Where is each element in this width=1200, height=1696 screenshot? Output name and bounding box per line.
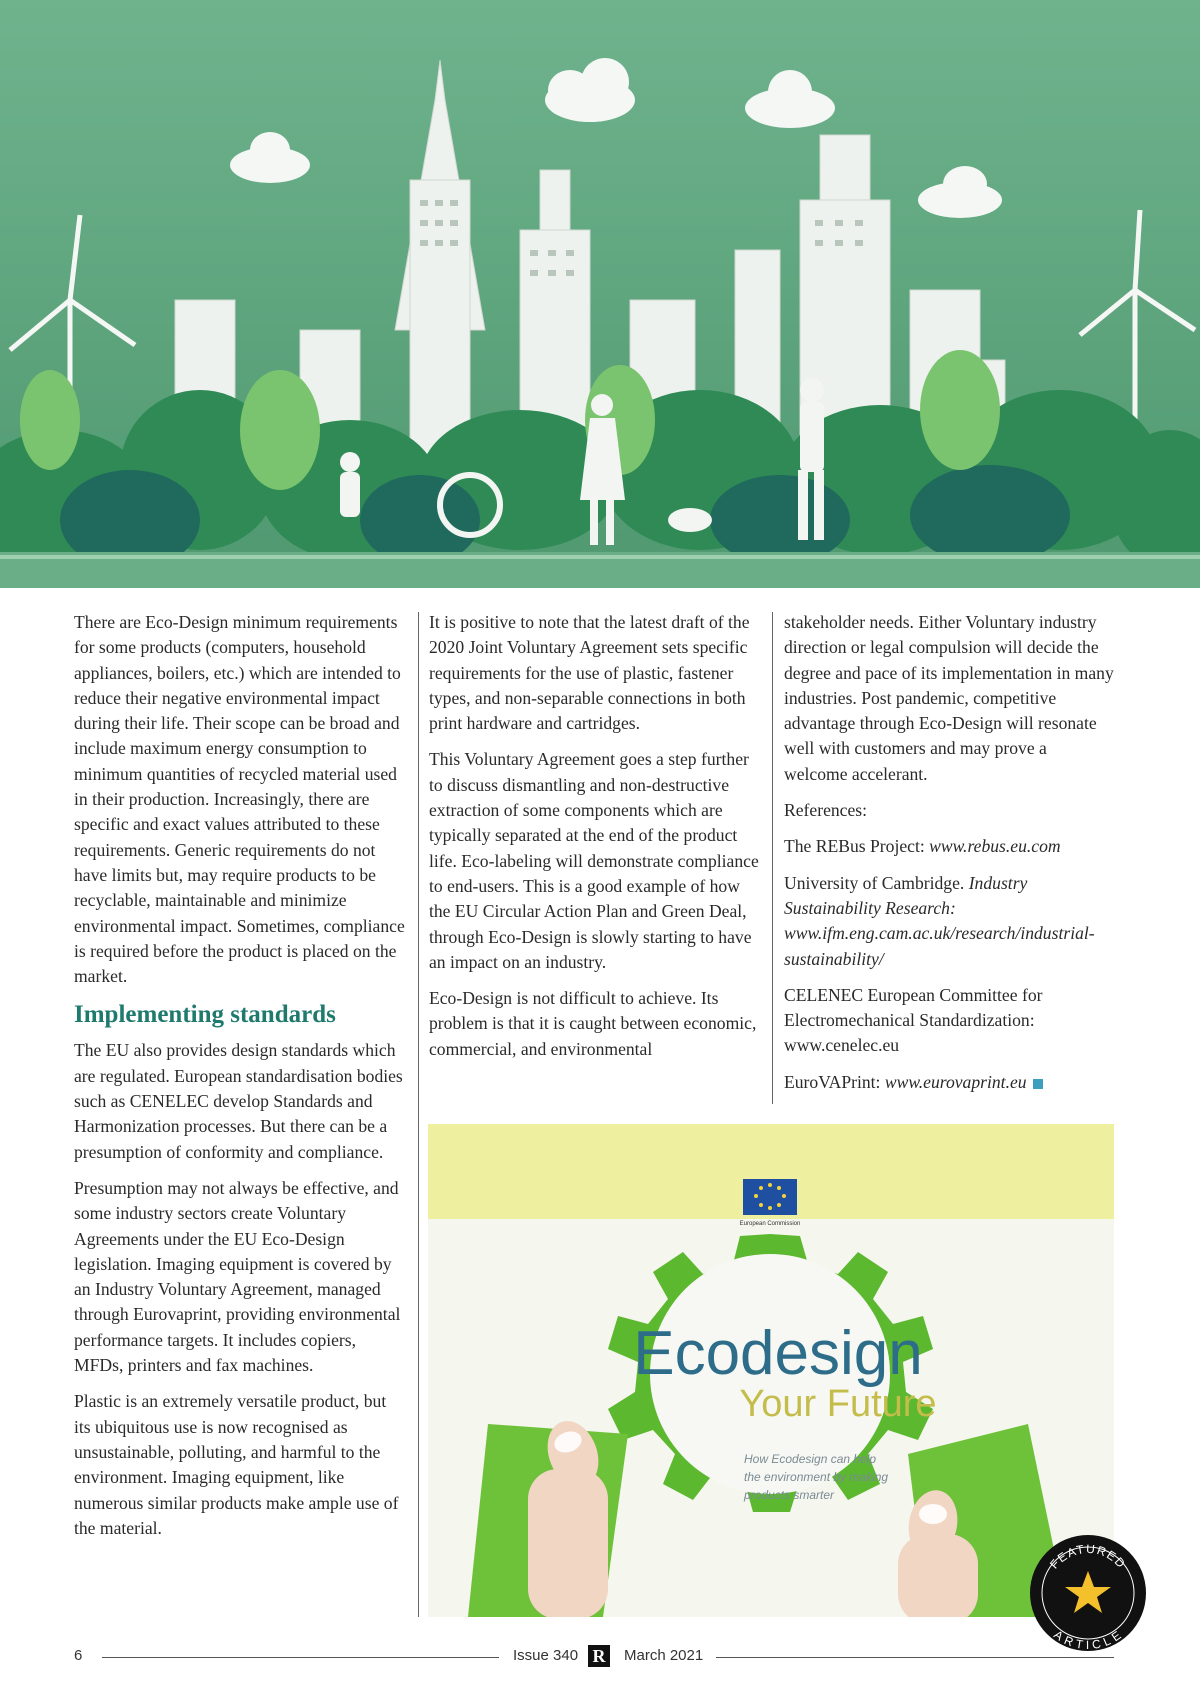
reference-text: University of Cambridge.: [784, 872, 969, 893]
issue-date: March 2021: [624, 1647, 704, 1664]
featured-article-badge: [1028, 1533, 1148, 1653]
reference-item: [784, 834, 1114, 859]
end-of-article-icon: [1033, 1079, 1043, 1089]
col1-paragraph-3: Presumption may not always be effective, and some industry sectors create Voluntary Agreements under the EU Eco-Design legislation. Imaging equipment is covered by an Industry Voluntary Agreement, managed through Eurovaprint, providing environmental performance targets. It includes copiers, MFDs, printers and fax machines.: [74, 1177, 401, 1376]
col2-paragraph-3: Eco-Design is not difficult to achieve. Its problem is that it is caught between economic, commercial, and environmental: [429, 988, 757, 1059]
cover-tagline: products smarter: [744, 1488, 835, 1502]
page-number: 6: [74, 1647, 83, 1664]
col2-paragraph-2: This Voluntary Agreement goes a step further to discuss dismantling and non-destructive extraction of some components which are typically separated at the end of the product life. Eco-labeling will demonstrate compliance to end-users. This is a good example of how the EU Circular Action Plan and Green Deal, through Eco-Design is slowly starting to have an impact on an industry.: [429, 749, 759, 972]
page-footer: [0, 1645, 1200, 1669]
col2-paragraph-1: It is positive to note that the latest draft of the 2020 Joint Voluntary Agreement sets specific requirements for the use of plastic, fastener types, and non-separable connections in both print hardware and cartridges.: [429, 612, 750, 734]
cover-tagline: How Ecodesign can help: [744, 1452, 877, 1466]
eu-flag-icon: [743, 1179, 797, 1215]
footer-rule: [716, 1657, 1114, 1658]
col1-paragraph-2: The EU also provides design standards which are regulated. European standardisation bodies such as CENELEC develop Standards and Harmonization processes. But there can be a presumption of conformity and compliance.: [74, 1040, 403, 1162]
commission-label: European Commission: [739, 1221, 801, 1227]
reference-text: EuroVAPrint:: [784, 1071, 885, 1092]
badge-bottom-label: ARTICLE: [1051, 1627, 1125, 1653]
issue-number: Issue 340: [513, 1647, 579, 1664]
column-1: [74, 610, 406, 1552]
cover-title: Ecodesign: [633, 1319, 923, 1388]
ecodesign-brochure-cover: [428, 1124, 1114, 1617]
reference-link[interactable]: www.rebus.eu.com: [929, 836, 1061, 857]
column-3: [784, 610, 1114, 1106]
col1-paragraph-4: Plastic is an extremely versatile product, but its ubiquitous use is now recognised as unsustainable, polluting, and harmful to the environment. Imaging equipment, like numerous similar products make ample use of the material.: [74, 1391, 399, 1538]
publication-logo: R: [588, 1645, 610, 1667]
cover-tagline: the environment by making: [744, 1470, 889, 1484]
reference-item: [784, 1070, 1114, 1095]
references-label: References:: [784, 800, 868, 821]
reference-item: CELENEC European Committee for Electromechanical Standardization: www.cenelec.eu: [784, 984, 1043, 1056]
reference-link[interactable]: www.eurovaprint.eu: [884, 1071, 1027, 1092]
badge-top-label: FEATURED: [1047, 1541, 1129, 1572]
column-divider: [772, 612, 773, 1104]
col1-paragraph-1: There are Eco-Design minimum requirements for some products (computers, household appliances, boilers, etc.) which are intended to reduce their negative environmental impact during their life. Their scope can be broad and include maximum energy consumption to minimum quantities of recycled material used in their production. Increasingly, there are specific and exact values attributed to these requirements. Generic requirements do not have limits but, may require products to be recyclable, maintainable and minimize environmental impact. Sometimes, compliance is required before the product is placed on the market.: [74, 612, 405, 987]
footer-rule: [102, 1657, 499, 1658]
col3-paragraph-1: stakeholder needs. Either Voluntary industry direction or legal compulsion will decide the degree and pace of its implementation in many industries. Post pandemic, competitive advantage through Eco-Design will resonate well with customers and may prove a welcome accelerant.: [784, 612, 1114, 784]
reference-text: The REBus Project:: [784, 836, 930, 857]
reference-link[interactable]: Industry Sustainability Research: www.ifm.eng.cam.ac.uk/research/industrial-sustainability/: [784, 872, 1095, 969]
hero-eco-city-illustration: [0, 0, 1200, 588]
reference-item: [784, 871, 1114, 972]
column-divider: [418, 612, 419, 1617]
column-2: [429, 610, 759, 1073]
cover-subtitle: Your Future: [739, 1383, 937, 1425]
section-heading: Implementing standards: [74, 1001, 336, 1029]
